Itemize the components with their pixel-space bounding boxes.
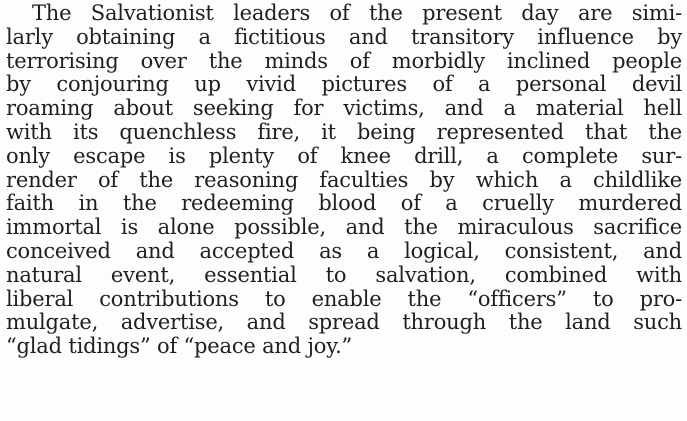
- text-line-12: natural event, essential to salvation, combined with: [6, 262, 682, 287]
- text-line-8: render of the reasoning faculties by which a childlike: [6, 167, 682, 192]
- text-line-5: roaming about seeking for victims, and a material hell: [6, 96, 682, 121]
- text-line-10: immortal is alone possible, and the miraculous sacrifice: [6, 215, 682, 240]
- paragraph: [6, 2, 682, 359]
- text-line-13: liberal contributions to enable the “officers” to pro-: [6, 286, 682, 311]
- text-line-11: conceived and accepted as a logical, consistent, and: [6, 238, 682, 263]
- text-line-6: with its quenchless fire, it being represented that the: [6, 119, 682, 144]
- text-line-1: The Salvationist leaders of the present day are simi-: [32, 1, 682, 25]
- text-line-3: terrorising over the minds of morbidly inclined people: [6, 48, 682, 73]
- text-line-9: faith in the redeeming blood of a cruelly murdered: [6, 191, 682, 216]
- text-line-2: larly obtaining a fictitious and transitory influence by: [6, 24, 682, 49]
- text-line-14: mulgate, advertise, and spread through the land such: [6, 310, 682, 335]
- text-line-4: by conjouring up vivid pictures of a personal devil: [6, 72, 682, 97]
- text-line-15: “glad tidings” of “peace and joy.”: [6, 334, 353, 359]
- text-line-7: only escape is plenty of knee drill, a complete sur-: [6, 143, 682, 168]
